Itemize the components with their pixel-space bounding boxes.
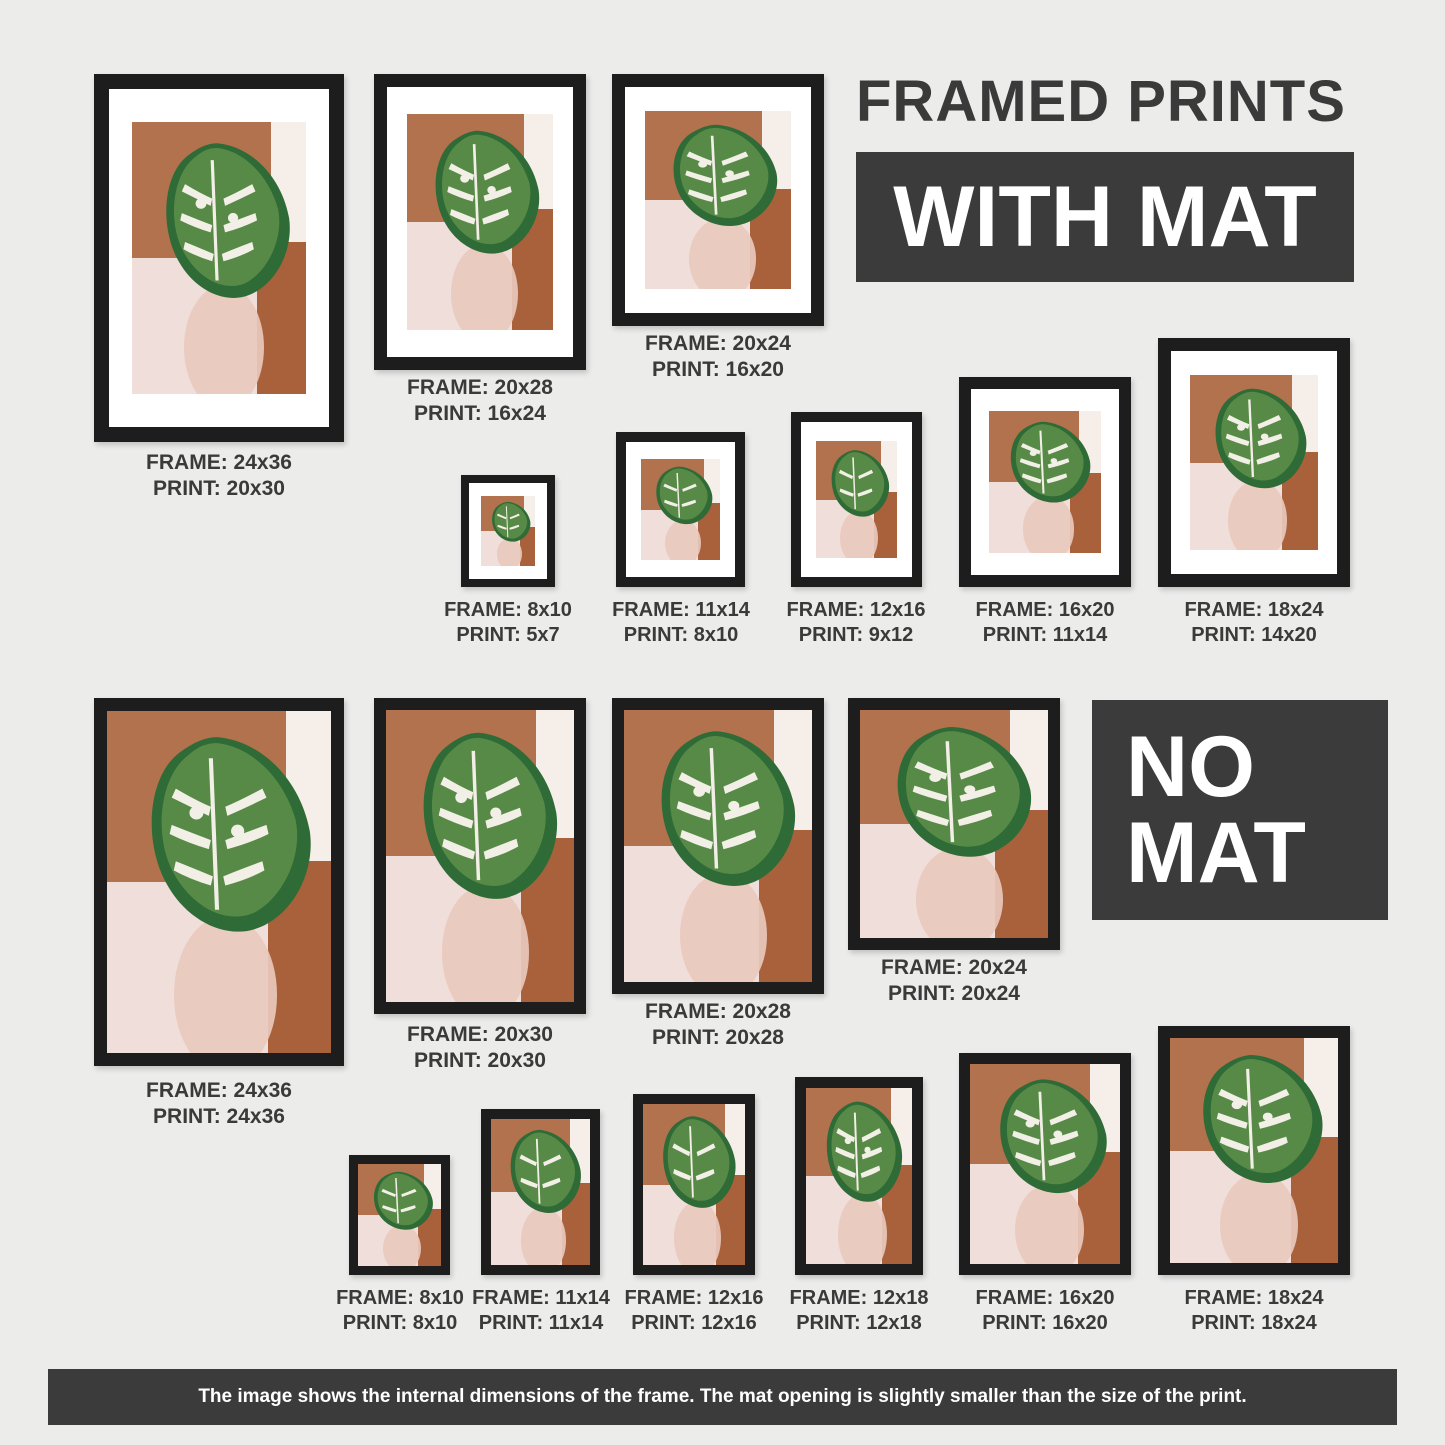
caption-with-mat-24x36: [94, 450, 344, 503]
artwork: [970, 1064, 1120, 1264]
monstera-leaf-icon: [643, 464, 716, 527]
caption-with-mat-8x10: [438, 598, 578, 648]
caption-no-mat-20x24: [824, 955, 1084, 1008]
caption-no-mat-12x18: [786, 1286, 932, 1336]
framed-print-no-mat-8x10[interactable]: [349, 1155, 450, 1275]
frame-size: FRAME: 20x28: [645, 1000, 791, 1023]
mat: [625, 87, 811, 313]
print-size: PRINT: 16x20: [982, 1312, 1108, 1334]
framed-print-no-mat-12x18[interactable]: [795, 1077, 923, 1275]
frame-size: FRAME: 20x24: [881, 956, 1027, 979]
framed-print-no-mat-16x20[interactable]: [959, 1053, 1131, 1275]
frame-size: FRAME: 16x20: [975, 599, 1115, 621]
artwork: [806, 1088, 912, 1264]
frame-size: FRAME: 20x28: [407, 376, 553, 399]
print-size: PRINT: 20x30: [153, 477, 285, 501]
monstera-leaf-icon: [1175, 1049, 1330, 1189]
framed-print-no-mat-12x16[interactable]: [633, 1094, 755, 1275]
frame-size: FRAME: 12x18: [789, 1287, 929, 1309]
framed-print-with-mat-20x24[interactable]: [612, 74, 824, 326]
framed-print-with-mat-8x10[interactable]: [461, 475, 555, 587]
frame-size: FRAME: 24x36: [146, 1079, 292, 1102]
frame-size: FRAME: 16x20: [975, 1287, 1115, 1309]
monstera-leaf-icon: [630, 724, 803, 893]
framed-print-no-mat-18x24[interactable]: [1158, 1026, 1350, 1275]
artwork: [816, 441, 897, 558]
framed-print-no-mat-20x28[interactable]: [612, 698, 824, 994]
artwork: [358, 1164, 441, 1266]
framed-print-no-mat-24x36[interactable]: [94, 698, 344, 1066]
monstera-leaf-icon: [866, 721, 1039, 862]
monstera-leaf-icon: [137, 136, 297, 305]
frame-size: FRAME: 8x10: [336, 1287, 464, 1309]
artwork: [643, 1104, 745, 1265]
monstera-leaf-icon: [392, 725, 565, 906]
mat: [387, 87, 573, 357]
no-mat-line1: NO: [1126, 719, 1255, 815]
frame-size: FRAME: 20x30: [407, 1023, 553, 1046]
monstera-leaf-icon: [992, 418, 1095, 506]
framed-print-with-mat-11x14[interactable]: [616, 432, 745, 587]
footer-note: The image shows the internal dimensions of the frame. The mat opening is slightly smaller than the size of the print.: [48, 1369, 1397, 1425]
caption-no-mat-12x16: [621, 1286, 767, 1336]
print-size: PRINT: 20x24: [888, 982, 1020, 1006]
with-mat-banner: WITH MAT: [856, 152, 1354, 282]
artwork: [386, 710, 574, 1002]
print-size: PRINT: 11x14: [982, 624, 1108, 646]
artwork: [1170, 1038, 1338, 1263]
artwork: [989, 411, 1101, 553]
artwork: [132, 122, 306, 394]
print-size: PRINT: 18x24: [1191, 1312, 1317, 1334]
frame-size: FRAME: 18x24: [1184, 599, 1324, 621]
artwork: [624, 710, 812, 982]
artwork: [481, 496, 535, 566]
no-mat-line2: MAT: [1126, 805, 1306, 901]
artwork: [860, 710, 1048, 938]
print-size: PRINT: 14x20: [1191, 624, 1317, 646]
caption-no-mat-11x14: [468, 1286, 614, 1336]
mat: [109, 89, 329, 427]
caption-no-mat-18x24: [1178, 1286, 1330, 1336]
caption-with-mat-12x16: [780, 598, 932, 648]
monstera-leaf-icon: [114, 728, 320, 940]
print-size: PRINT: 9x12: [798, 624, 914, 646]
artwork: [645, 111, 791, 289]
artwork: [1190, 375, 1318, 550]
no-mat-banner: [1092, 700, 1388, 920]
caption-no-mat-20x30: [350, 1022, 610, 1075]
print-size: PRINT: 11x14: [478, 1312, 604, 1334]
frame-size: FRAME: 18x24: [1184, 1287, 1324, 1309]
caption-with-mat-20x24: [588, 331, 848, 384]
framed-print-with-mat-16x20[interactable]: [959, 377, 1131, 587]
print-size: PRINT: 20x30: [414, 1049, 546, 1073]
print-size: PRINT: 8x10: [623, 624, 739, 646]
print-size: PRINT: 16x24: [414, 402, 546, 426]
monstera-leaf-icon: [483, 500, 533, 543]
framed-print-with-mat-12x16[interactable]: [791, 412, 922, 587]
caption-no-mat-20x28: [588, 999, 848, 1052]
artwork: [107, 711, 331, 1053]
mat: [469, 483, 547, 579]
caption-with-mat-18x24: [1178, 598, 1330, 648]
artwork: [491, 1119, 590, 1265]
print-size: PRINT: 12x16: [631, 1312, 757, 1334]
caption-no-mat-8x10: [327, 1286, 473, 1336]
framed-print-no-mat-20x24[interactable]: [848, 698, 1060, 950]
caption-with-mat-11x14: [605, 598, 757, 648]
frame-size: FRAME: 8x10: [444, 599, 572, 621]
print-size: PRINT: 24x36: [153, 1105, 285, 1129]
framed-print-with-mat-24x36[interactable]: [94, 74, 344, 442]
monstera-leaf-icon: [1194, 384, 1312, 493]
artwork: [641, 459, 720, 560]
framed-print-no-mat-11x14[interactable]: [481, 1109, 600, 1275]
print-size: PRINT: 8x10: [342, 1312, 458, 1334]
frame-size: FRAME: 24x36: [146, 451, 292, 474]
framed-print-no-mat-20x30[interactable]: [374, 698, 586, 1014]
monstera-leaf-icon: [360, 1169, 436, 1232]
page-title: FRAMED PRINTS: [856, 69, 1346, 134]
monstera-leaf-icon: [646, 1112, 740, 1212]
monstera-leaf-icon: [809, 1097, 907, 1206]
frame-size: FRAME: 11x14: [612, 599, 750, 621]
mat: [971, 389, 1119, 575]
caption-with-mat-16x20: [969, 598, 1121, 648]
monstera-leaf-icon: [411, 125, 545, 259]
print-size: PRINT: 5x7: [456, 624, 560, 646]
artwork: [407, 114, 553, 330]
mat: [801, 422, 912, 577]
monstera-leaf-icon: [818, 447, 893, 520]
print-size: PRINT: 12x18: [796, 1312, 922, 1334]
print-size: PRINT: 20x28: [652, 1026, 784, 1050]
frame-size: FRAME: 20x24: [645, 332, 791, 355]
frame-size: FRAME: 12x16: [786, 599, 926, 621]
framed-print-with-mat-18x24[interactable]: [1158, 338, 1350, 587]
mat: [626, 442, 735, 577]
frame-size: FRAME: 12x16: [624, 1287, 764, 1309]
caption-with-mat-20x28: [350, 375, 610, 428]
framed-print-with-mat-20x28[interactable]: [374, 74, 586, 370]
frame-size: FRAME: 11x14: [472, 1287, 610, 1309]
monstera-leaf-icon: [494, 1126, 585, 1217]
caption-no-mat-16x20: [969, 1286, 1121, 1336]
print-size: PRINT: 16x20: [652, 358, 784, 382]
monstera-leaf-icon: [649, 120, 783, 230]
mat: [1171, 351, 1337, 574]
monstera-leaf-icon: [975, 1074, 1113, 1198]
caption-no-mat-24x36: [94, 1078, 344, 1131]
